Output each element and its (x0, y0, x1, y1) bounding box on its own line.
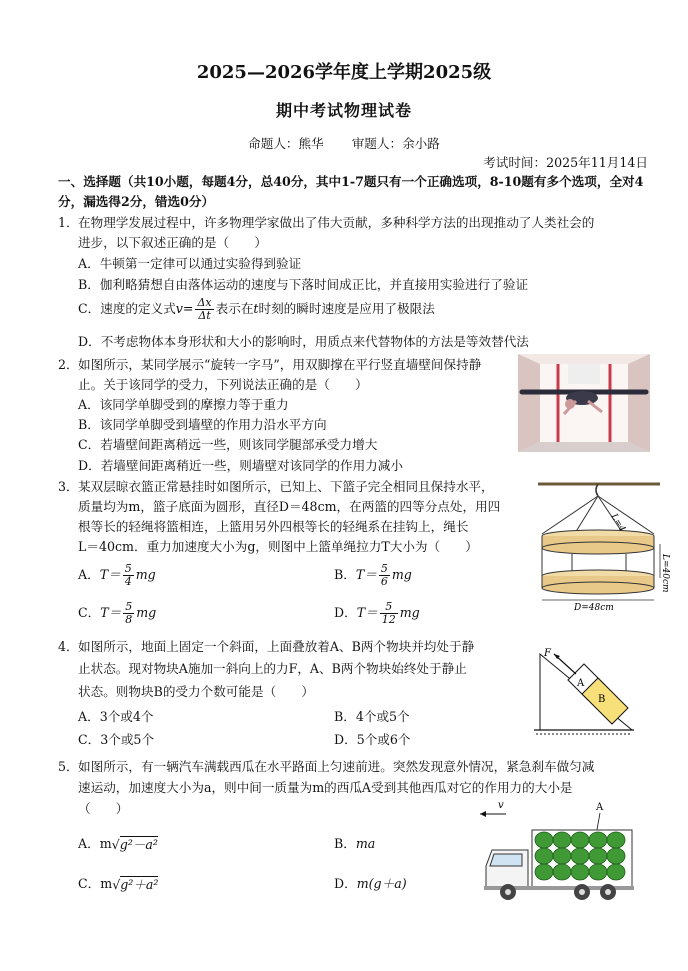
q3-option-d: D．T＝ $\frac{5}{12}$ mg (334, 600, 420, 626)
q5-option-c: C．m√g²＋a² (78, 874, 158, 895)
q4-stem-line3: 状态。则物块B的受力个数可能是（ ） (78, 684, 314, 699)
q3-fig-label-l2: L=40cm (660, 554, 670, 593)
q5-fig-label-a: A (596, 802, 604, 813)
q1-option-b: B．伽利略猜想自由落体运动的速度与下落时间成正比，并直接用实验进行了验证 (78, 277, 529, 292)
q3-number: 3． (58, 479, 79, 494)
q4-option-a: A．3个或4个 (78, 709, 154, 724)
q3-stem-line3: 根等长的轻绳将篮相连，上篮用另外四根等长的轻绳系在挂钩上，绳长 (78, 519, 469, 534)
q2-stem-line1 (58, 355, 481, 375)
q4-option-b: B．4个或5个 (334, 709, 410, 724)
q2-number: 2． (58, 357, 79, 372)
q5-option-a: A．m√g²－a² (78, 834, 158, 855)
q5-text: 如图所示，有一辆汽车满载西瓜在水平路面上匀速前进。突然发现意外情况，紧急刹车做匀减 (78, 759, 595, 774)
sqrt-symbol: √g²－a² (111, 836, 158, 852)
q1-c-fraction: $\frac{\Delta x}{\Delta t}$ (197, 296, 212, 322)
q3-text: 某双层晾衣篮正常悬挂时如图所示，已知上、下篮子完全相同且保持水平， (78, 479, 494, 494)
q1-c-v: v (175, 301, 183, 316)
q3-basket-figure (528, 474, 670, 614)
q2-stem-line2: 止。关于该同学的受力，下列说法正确的是（ ） (78, 377, 368, 392)
q3-fig-label-d: D=48cm (574, 603, 614, 613)
q1-text: 在物理学发展过程中，许多物理学家做出了伟大贡献，多种科学方法的出现推动了人类社会的 (78, 215, 595, 230)
q5-stem-line2: 速运动，加速度大小为a，则中间一质量为m的西瓜A受到其他西瓜对它的作用力的大小是 (78, 780, 573, 795)
q5-option-d: D．m(g＋a) (334, 876, 407, 891)
q2-split-photo (518, 354, 650, 452)
q4-stem-line2: 止状态。现对物块A施加一斜向上的力F，A、B两个物块始终处于静止 (78, 661, 467, 676)
q1-stem-line2: 进步，以下叙述正确的是（ ） (78, 235, 267, 250)
q5-truck-figure (478, 800, 638, 902)
q1-c-end: 时刻的瞬时速度是应用了极限法 (258, 301, 435, 316)
q5-option-b: B．ma (334, 836, 376, 851)
q1-option-d: D．不考虑物体本身形状和大小的影响时，用质点来代替物体的方法是等效替代法 (78, 334, 529, 349)
q1-option-a: A．牛顿第一定律可以通过实验得到验证 (78, 256, 302, 271)
exam-subtitle: 期中考试物理试卷 (275, 101, 412, 120)
reviewer: 审题人：余小路 (351, 136, 440, 151)
q2-option-b: B．该同学单脚受到墙壁的作用力沿水平方向 (78, 417, 327, 432)
q1-stem-line1 (58, 213, 594, 233)
q1-number: 1． (58, 215, 79, 230)
authors-line (0, 133, 688, 152)
q2-option-c: C．若墙壁间距离稍远一些，则该同学腿部承受力增大 (78, 437, 378, 452)
q1-option-c: C．速度的定义式v= $\frac{\Delta x}{\Delta t}$ 表示在t时刻的瞬时速度是应用了极限法 (78, 296, 435, 322)
q4-fig-label-f: F (544, 648, 551, 659)
sqrt-symbol: √g²＋a² (112, 876, 159, 892)
q3-option-c: C．T＝ $\frac{5}{8}$ mg (78, 600, 157, 626)
q5-number: 5． (58, 759, 79, 774)
q2-text: 如图所示，某同学展示“旋转一字马”，用双脚撑在平行竖直墙壁间保持静 (78, 357, 482, 372)
q2-option-d: D．若墙壁间距离稍近一些，则墙壁对该同学的作用力减小 (78, 458, 403, 473)
exam-time: 考试时间：2025年11月14日 (483, 155, 648, 170)
q1-c-prefix: C．速度的定义式 (78, 301, 176, 316)
q3-stem-line4: L＝40cm．重力加速度大小为g，则图中上篮单绳拉力T大小为（ ） (78, 539, 478, 554)
q4-text: 如图所示，地面上固定一个斜面，上面叠放着A、B两个物块并均处于静 (78, 639, 475, 654)
q4-fig-label-a: A (577, 678, 585, 689)
q1-c-t: t (253, 301, 259, 316)
q4-option-d: D．5个或6个 (334, 732, 411, 747)
q3-stem-line2: 质量均为m，篮子底面为圆形，直径D＝48cm，在两篮的四等分点处，用四 (78, 499, 501, 514)
exam-title: 2025—2026学年度上学期2025级 (196, 62, 492, 83)
q5-stem-line1 (58, 757, 594, 777)
q5-fig-label-v: v (498, 800, 504, 811)
q3-option-b: B．T＝ $\frac{5}{6}$ mg (334, 562, 412, 588)
q4-incline-figure (532, 644, 636, 736)
section-heading: 一、选择题（共10小题，每题4分，总40分，其中1-7题只有一个正确选项，8-10题有多个选项，全对4分，漏选得2分，错选0分） (58, 174, 644, 209)
q4-number: 4． (58, 639, 79, 654)
q3-option-a: A．T＝ $\frac{5}{4}$ mg (78, 562, 156, 588)
q4-stem-line1 (58, 637, 474, 657)
q4-fig-label-b: B (598, 694, 606, 705)
q5-stem-line3: （ ） (78, 801, 129, 816)
q4-option-c: C．3个或5个 (78, 732, 155, 747)
q1-c-middle: 表示在 (215, 301, 254, 316)
q2-option-a: A．该同学单脚受到的摩擦力等于重力 (78, 397, 289, 412)
q3-stem-line1 (58, 477, 494, 497)
setter: 命题人：熊华 (248, 136, 324, 151)
